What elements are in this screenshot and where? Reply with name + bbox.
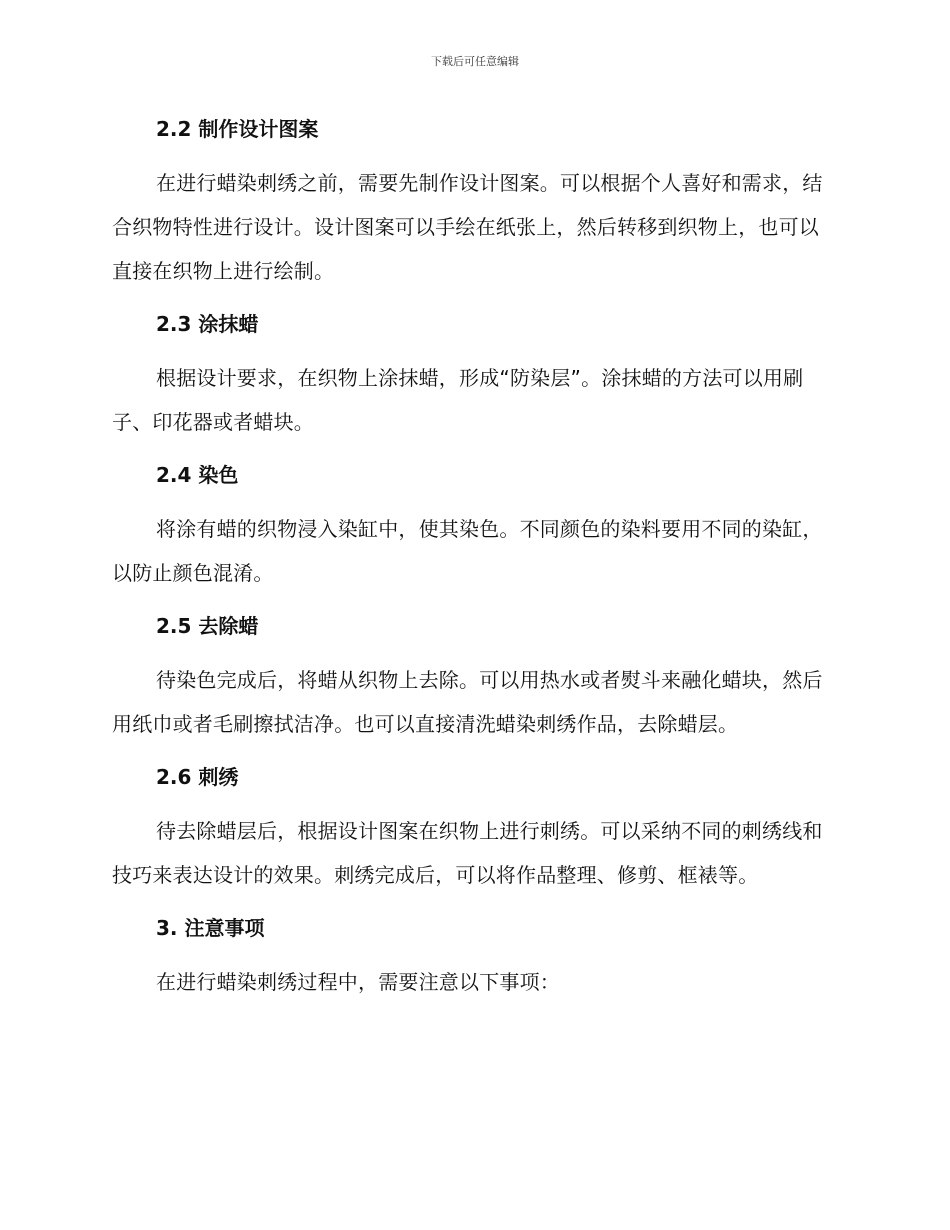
section-heading-2-2: 2.2 制作设计图案 bbox=[156, 117, 319, 141]
section-paragraph-2-4: 将涂有蜡的织物浸入染缸中，使其染色。不同颜色的染料要用不同的染缸，以防止颜色混淆。 bbox=[112, 517, 823, 585]
section-heading-3: 3. 注意事项 bbox=[156, 916, 265, 940]
section-paragraph-2-3: 根据设计要求，在织物上涂抹蜡，形成“防染层”。涂抹蜡的方法可以用刷子、印花器或者蜡块。 bbox=[112, 366, 804, 434]
section-paragraph-2-2: 在进行蜡染刺绣之前，需要先制作设计图案。可以根据个人喜好和需求，结合织物特性进行设计。设计图案可以手绘在纸张上，然后转移到织物上，也可以直接在织物上进行绘制。 bbox=[112, 171, 823, 283]
section-paragraph-2-5: 待染色完成后，将蜡从织物上去除。可以用热水或者熨斗来融化蜡块，然后用纸巾或者毛刷擦拭洁净。也可以直接清洗蜡染刺绣作品，去除蜡层。 bbox=[112, 668, 823, 736]
section-heading-2-4: 2.4 染色 bbox=[156, 463, 239, 487]
header-note: 下载后可任意编辑 bbox=[431, 55, 519, 68]
section-heading-2-5: 2.5 去除蜡 bbox=[156, 614, 259, 638]
section-heading-2-6: 2.6 刺绣 bbox=[156, 765, 239, 789]
section-paragraph-2-6: 待去除蜡层后，根据设计图案在织物上进行刺绣。可以采纳不同的刺绣线和技巧来表达设计的效果。刺绣完成后，可以将作品整理、修剪、框裱等。 bbox=[112, 819, 823, 887]
document-body bbox=[112, 110, 834, 1004]
section-heading-2-3: 2.3 涂抹蜡 bbox=[156, 312, 259, 336]
section-paragraph-3: 在进行蜡染刺绣过程中，需要注意以下事项： bbox=[156, 970, 560, 994]
